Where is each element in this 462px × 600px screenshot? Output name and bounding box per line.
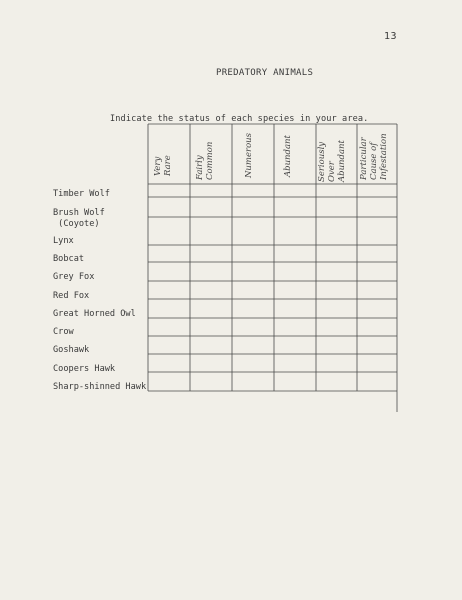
instruction-text: Indicate the status of each species in your area. (110, 114, 369, 124)
species-label-lynx: Lynx (53, 236, 74, 246)
column-header-abundant: Abundant (283, 135, 293, 177)
species-label-great-horned-owl: Great Horned Owl (53, 309, 136, 319)
column-header-seriously-over-abundant: Seriously Over Abundant (317, 140, 347, 182)
column-header-very-rare: Very Rare (153, 155, 173, 176)
species-label-coopers-hawk: Coopers Hawk (53, 364, 116, 374)
column-header-numerous: Numerous (244, 132, 254, 178)
species-label-goshawk: Goshawk (53, 345, 90, 355)
species-label-crow: Crow (53, 327, 74, 337)
page-number: 13 (384, 31, 398, 42)
column-header-particular-cause: Particular Cause of Infestation (359, 133, 389, 180)
species-label-brush-wolf: Brush Wolf (Coyote) (53, 208, 105, 229)
page-title: PREDATORY ANIMALS (216, 68, 314, 78)
species-label-red-fox: Red Fox (53, 291, 90, 301)
species-label-timber-wolf: Timber Wolf (53, 189, 110, 199)
species-label-sharp-shinned-hawk: Sharp-shinned Hawk (53, 382, 147, 392)
column-header-fairly-common: Fairly Common (195, 141, 215, 180)
species-label-grey-fox: Grey Fox (53, 272, 95, 282)
species-label-bobcat: Bobcat (53, 254, 85, 264)
